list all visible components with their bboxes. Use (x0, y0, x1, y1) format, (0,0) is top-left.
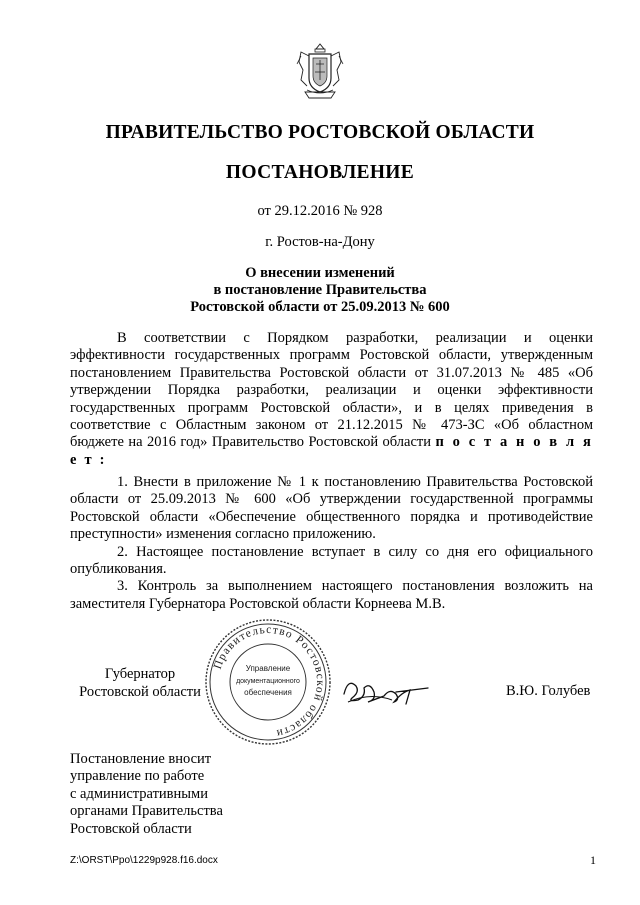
subject-line-2: в постановление Правительства (213, 282, 427, 298)
submitter-note-line-3: с административными (70, 785, 208, 802)
file-path: Z:\ORST\Ppo\1229p928.f16.docx (70, 855, 218, 866)
signatory-position-line-1: Губернатор (104, 666, 176, 682)
submitter-note (70, 751, 290, 838)
document-subject (0, 265, 640, 316)
official-seal (203, 617, 333, 747)
seal-ring-text: Правительство Ростовской области (211, 623, 327, 740)
page-number: 1 (590, 853, 596, 867)
decree-item-2: 2. Настоящее постановление вступает в силу со дня его официального опубликования. (70, 543, 593, 578)
document-city: г. Ростов-на-Дону (265, 234, 375, 250)
decree-item-3: 3. Контроль за выполнением настоящего постановления возложить на заместителя Губернатора Ростовской области Корнеева М.В. (70, 578, 593, 612)
submitter-note-line-1: Постановление вносит (70, 751, 212, 767)
signatory-position (70, 665, 210, 701)
submitter-note-line-5: Ростовской области (70, 820, 192, 837)
decree-items (70, 474, 593, 613)
submitter-note-line-2: управление по работе (70, 768, 205, 785)
preamble-paragraph (70, 330, 593, 469)
seal-inner-line-2: документационного (236, 678, 300, 685)
signatory-name: В.Ю. Голубев (506, 683, 591, 699)
subject-line-3: Ростовской области от 25.09.2013 № 600 (190, 299, 450, 315)
organization-title: ПРАВИТЕЛЬСТВО РОСТОВСКОЙ ОБЛАСТИ (105, 122, 535, 143)
document-date-number: от 29.12.2016 № 928 (257, 203, 383, 219)
preamble-text: В соответствии с Порядком разработки, реализации и оценки эффективности государственных программ Ростовской области, утвержденным постановлением Правительства Ростовской области от 31.07.2013 № 485 «Об утверждении Порядка разработки, реализации и оценки эффективности государственных программ Ростовской области», и в целях приведения в соответствие с Областным законом от 21.12.2015 № 473-ЗС «Об областном бюджете на 2016 год» Правительство Ростовской области (70, 330, 593, 451)
seal-inner-line-3: обеспечения (244, 688, 292, 697)
signatory-position-line-2: Ростовской области (79, 684, 201, 700)
coat-of-arms-icon (295, 40, 345, 102)
document-type: ПОСТАНОВЛЕНИЕ (225, 162, 415, 183)
decree-item-1: 1. Внести в приложение № 1 к постановлению Правительства Ростовской области от 25.09.2013 № 600 «Об утверждении государственной программы Ростовской области «Обеспечение общественного порядка и противодействие преступности» изменения согласно приложению. (70, 474, 593, 543)
handwritten-signature (340, 674, 430, 708)
submitter-note-line-4: органами Правительства (70, 803, 223, 820)
seal-inner-line-1: Управление (245, 664, 291, 673)
decree-verb: п о с т а н о в л я е т : (70, 434, 593, 468)
subject-line-1: О внесении изменений (245, 265, 395, 281)
